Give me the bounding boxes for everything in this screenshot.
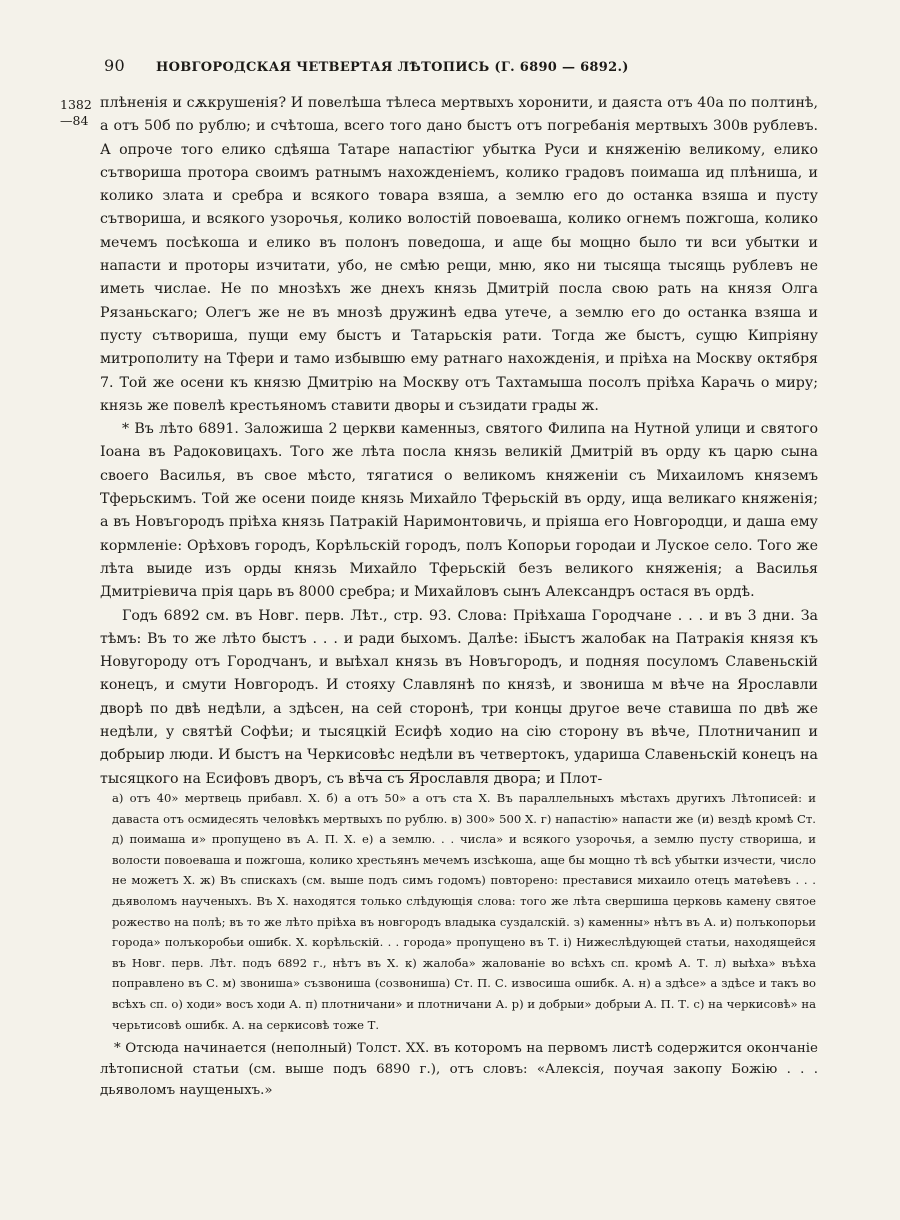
paragraph: Годъ 6892 см. въ Новг. перв. Лѣт., стр. 93. Слова: Пріѣхаша Городчане . . . и въ 3 дни. За тѣмъ: Въ то же лѣто быстъ . . . и ради быхомъ. Далѣе: іБыстъ жалобак на Патракія князя къ Новугороду отъ Городчанъ, и выѣхал князь въ Новъгородъ, и подняя посуломъ Славеньскій конецъ, и смути Новгородъ. И стояху Славлянѣ по князѣ, и звониша м вѣче на Ярославли дворѣ по двѣ недѣли, а здѣсен, на сей сторонѣ, три концы другое вече ставиша по двѣ же недѣли, у святѣй Софѣи; и тысяцкій Есифѣ ходио на сію сторону въ вѣче, Плотничанип и добрыир люди. И быстъ на Черкисовѣс недѣли въ четвертокъ, удариша Славеньскій конецъ на тысяцкого на Есифовъ дворъ, съ вѣча съ Ярославля двора; и Плот-: [100, 607, 818, 787]
page-title: НОВГОРОДСКАЯ ЧЕТВЕРТАЯ ЛѢТОПИСЬ (Г. 6890 — 6892.): [156, 60, 629, 75]
margin-year: 1382: [60, 97, 92, 112]
main-text: [100, 92, 818, 791]
running-header: [104, 56, 804, 75]
bottom-note-text: * Отсюда начинается (неполный) Толст. XX. въ которомъ на первомъ листѣ содержится окончаніе лѣтописной статьи (см. выше подъ 6890 г.), отъ словъ: «Алексія, поучая закопу Божію . . . дьяволомъ наущеныхъ.»: [100, 1041, 818, 1098]
footnote-text: а) отъ 40» мертвець прибавл. Х. б) а отъ 50» а отъ ста Х. Въ параллельныхъ мѣстахъ другихъ Лѣтописей: и даваста отъ осмидесять человѣкъ мертвыхъ по рублю. в) 300» 500 Х. г) напастію» напасти же (и) вездѣ кромѣ Ст. д) поимаша и» пропущено въ А. П. Х. е) а землю. . . числа» и всякого узорочья, а землю пусту створиша, и волости повоеваша и пожгоша, колико хрестьянъ мечемъ изсѣкоша, аще бы мощно тѣ всѣ убытки изчести, число не можетъ Х. ж) Въ спискахъ (см. выше подъ симъ годомъ) повторено: преставися михаило отецъ матѳѣевъ . . . дьяволомъ наученыхъ. Въ Х. находятся только слѣдующія слова: того же лѣта свершиша церковь камену святое рожество на полѣ; въ то же лѣто пріѣха въ новгородъ владыка суздалскій. з) каменны» нѣтъ въ А. и) полъкопорьи города» полъкоробьи ошибк. Х. корѣльскій. . . города» пропущено въ Т. і) Нижеслѣдующей статьи, находящейся въ Новг. перв. Лѣт. подъ 6892 г., нѣтъ въ Х. к) жалоба» жалованіе во всѣхъ сп. кромѣ А. Т. л) выѣха» въѣха поправлено въ С. м) звониша» съзвониша (созвониша) Ст. П. С. извосиша ошибк. А. н) а здѣсе» а здѣсе и такъ во всѣхъ сп. о) ходи» восъ ходи А. п) плотничани» и плотничани А. р) и добрыи» добрыи А. П. Т. с) на черкисовѣ» на черьтисовѣ ошибк. А. на серкисовѣ тоже Т.: [112, 791, 816, 1032]
bottom-note: [100, 1038, 818, 1101]
page-number: 90: [104, 56, 125, 75]
footnote-divider: [360, 770, 540, 771]
paragraph: * Въ лѣто 6891. Заложиша 2 церкви каменныз, святого Филипа на Нутной улици и святого Іоана въ Радоковицахъ. Того же лѣта посла князь великій Дмитрій въ орду къ царю сына своего Василья, въ свое мѣсто, тягатися о великомъ княженіи съ Михаиломъ княземъ Тферьскимъ. Той же осени поиде князь Михайло Тферьскій въ орду, ища великаго княженія; а въ Новъгородъ пріѣха князь Патракій Наримонтовичь, и пріяша его Новгородци, и даша ему кормленіе: Орѣховъ городъ, Корѣльскій городъ, полъ Копорьи городаи и Луское село. Того же лѣта выиде изъ орды князь Михайло Тферьскій безъ великого княженія; а Василья Дмитріевича прія царь въ 8000 сребра; и Михайловъ сынъ Александръ остася въ ордѣ.: [100, 421, 818, 601]
footnotes: [112, 788, 816, 1035]
paragraph: плѣненія и сѫкрушенія? И повелѣша тѣлеса мертвыхъ хоронити, и даяста отъ 40а по полтинѣ, а отъ 50б по рублю; и счѣтоша, всего того дано быстъ отъ погребанія мертвыхъ 300в рублевъ. А опроче того елико сдѣяша Татаре напастіюг убытка Руси и княженію великому, елико сътвориша протора своимъ ратнымъ нахожденіемъ, колико градовъ поимаша ид плѣниша, и колико злата и сребра и всякого товара взяша, а землю его до останка взяша и пусту сътвориша, и всякого узорочья, колико волостій повоеваша, колико огнемъ пожгоша, колико мечемъ посѣкоша и елико въ полонъ поведоша, и аще бы мощно было ти вси убытки и напасти и проторы изчитати, убо, не смѣю рещи, мню, яко ни тысяща тысящь рублевъ не иметь числае. Не по мнозѣхъ же днехъ князь Дмитрій посла свою рать на князя Олга Рязаньскаго; Олегъ же не въ мнозѣ дружинѣ едва утече, а землю его до останка взяша и пусту сътвориша, пущи ему быстъ и Татарьскія рати. Тогда же быстъ, сущю Кипріяну митрополиту на Тфери и тамо избывшю ему ратнаго нахожденія, и пріѣха на Москву октября 7. Той же осени къ князю Дмитрію на Москву отъ Тахтамыша посолъ пріѣха Карачь о миру; князь же повелѣ крестьяномъ ставити дворы и съзидати грады ж.: [100, 95, 818, 414]
margin-folio: —84: [60, 113, 89, 128]
